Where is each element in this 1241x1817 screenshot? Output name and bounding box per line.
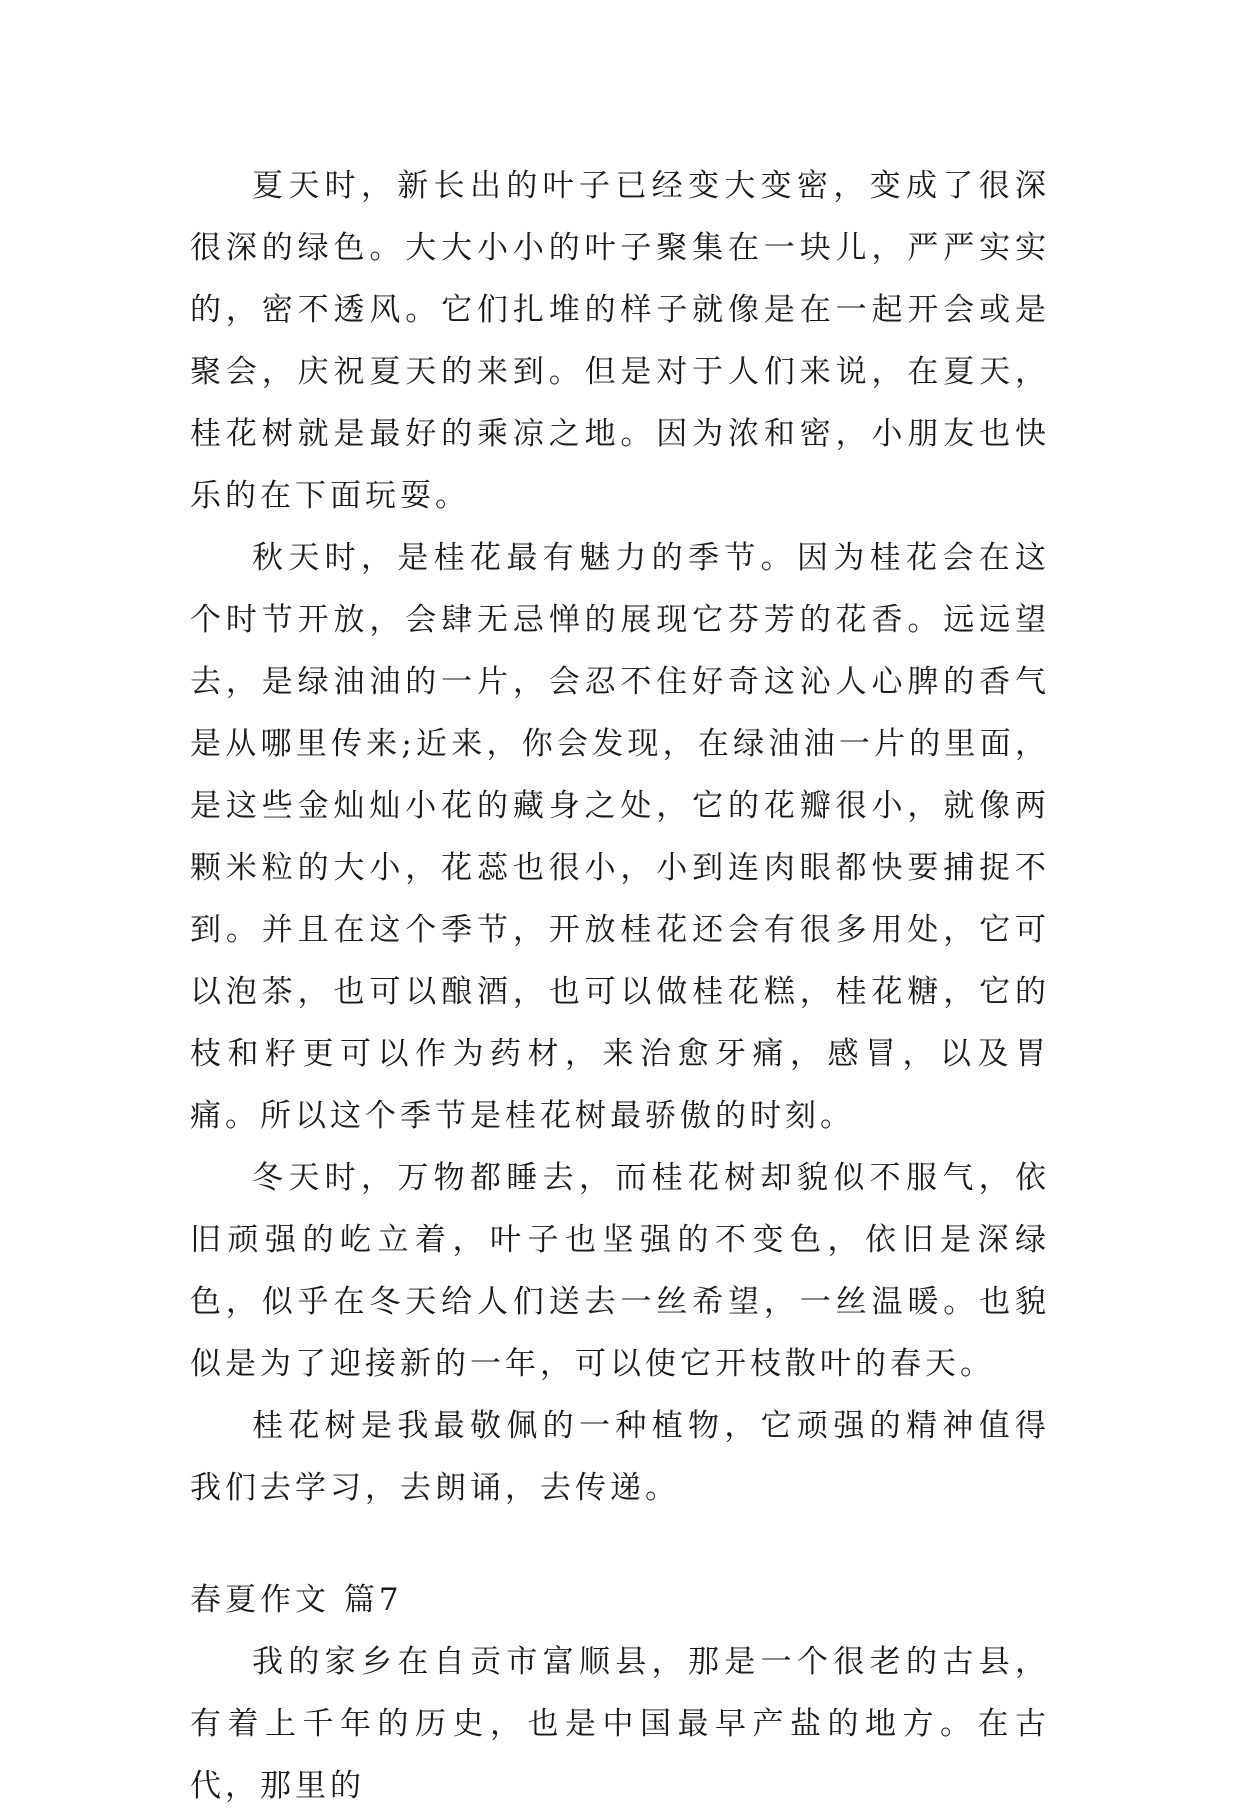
paragraph-summer: 夏天时，新长出的叶子已经变大变密，变成了很深很深的绿色。大大小小的叶子聚集在一块儿，严严实实的，密不透风。它们扎堆的样子就像是在一起开会或是聚会，庆祝夏天的来到。但是对于人们来说，在夏天，桂花树就是最好的乘凉之地。因为浓和密，小朋友也快乐的在下面玩耍。 (190, 168, 1050, 514)
paragraph-autumn: 秋天时，是桂花最有魅力的季节。因为桂花会在这个时节开放，会肆无忌惮的展现它芬芳的花香。远远望去，是绿油油的一片，会忍不住好奇这沁人心脾的香气是从哪里传来;近来，你会发现，在绿油油一片的里面，是这些金灿灿小花的藏身之处，它的花瓣很小，就像两颗米粒的大小，花蕊也很小，小到连肉眼都快要捕捉不到。并且在这个季节，开放桂花还会有很多用处，它可以泡茶，也可以酿酒，也可以做桂花糕，桂花糖，它的枝和籽更可以作为药材，来治愈牙痛，感冒，以及胃痛。所以这个季节是桂花树最骄傲的时刻。 (190, 540, 1050, 1134)
paragraph-winter: 冬天时，万物都睡去，而桂花树却貌似不服气，依旧顽强的屹立着，叶子也坚强的不变色，依旧是深绿色，似乎在冬天给人们送去一丝希望，一丝温暖。也貌似是为了迎接新的一年，可以使它开枝散叶的春天。 (190, 1160, 1050, 1382)
paragraph-hometown: 我的家乡在自贡市富顺县，那是一个很老的古县，有着上千年的历史，也是中国最早产盐的地方。在古代，那里的 (190, 1644, 1050, 1804)
document-body (190, 155, 1050, 1817)
paragraph-conclusion: 桂花树是我最敬佩的一种植物，它顽强的精神值得我们去学习，去朗诵，去传递。 (190, 1408, 1050, 1506)
section-heading: 春夏作文 篇7 (190, 1582, 403, 1618)
